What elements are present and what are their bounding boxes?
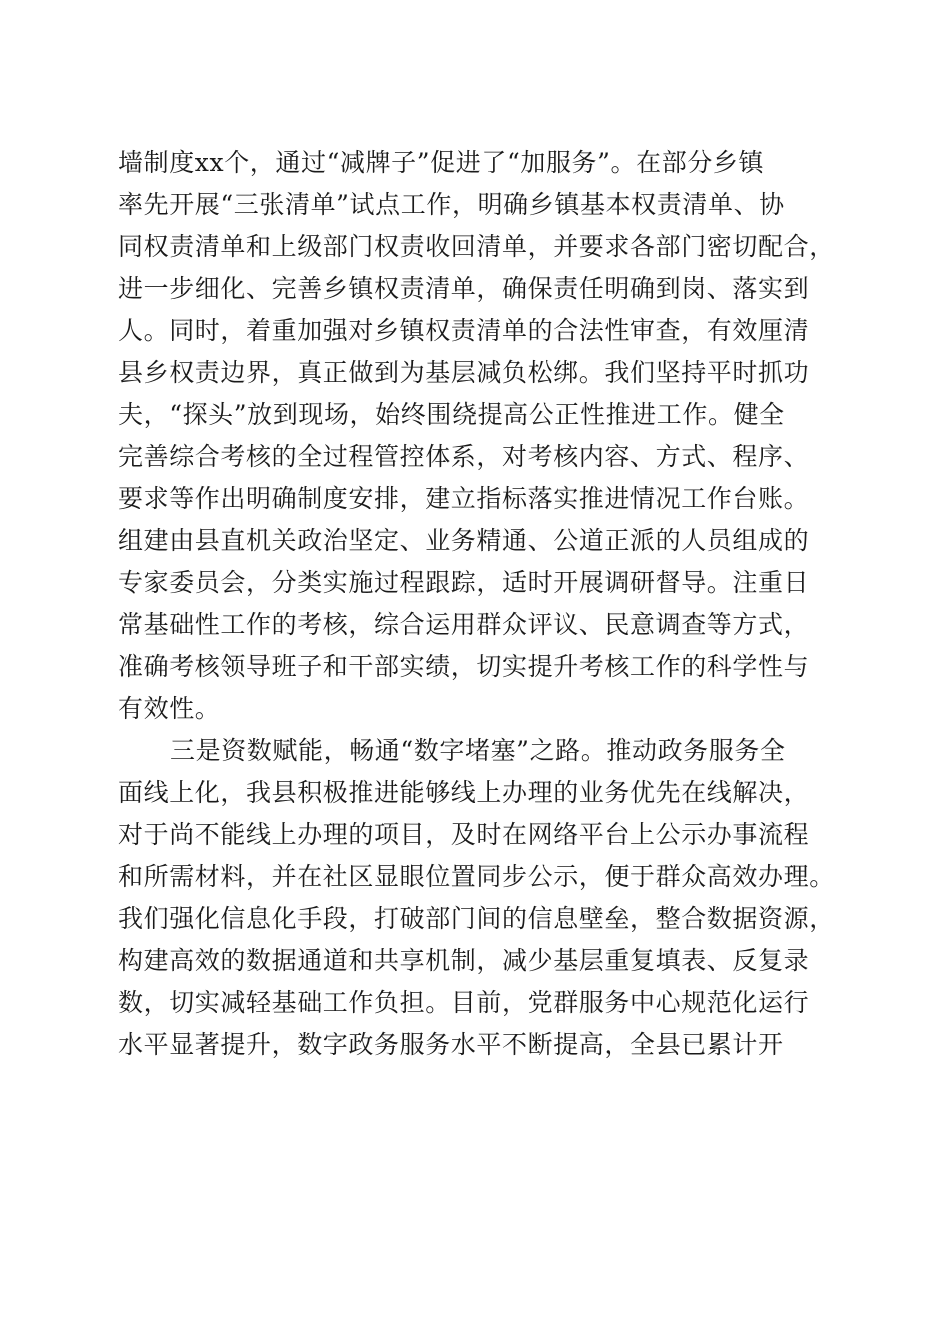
text-line: 夫，“探头”放到现场，始终围绕提高公正性推进工作。健全 <box>118 400 785 429</box>
text-line: 对于尚不能线上办理的项目，及时在网络平台上公示办事流程 <box>118 820 810 849</box>
text-line: 进一步细化、完善乡镇权责清单，确保责任明确到岗、落实到 <box>118 274 810 303</box>
text-line: 有效性。 <box>118 694 221 723</box>
text-line: 准确考核领导班子和干部实绩，切实提升考核工作的科学性与 <box>118 652 810 681</box>
text-line: 和所需材料，并在社区显眼位置同步公示，便于群众高效办理。 <box>118 862 835 891</box>
text-line: 水平显著提升，数字政务服务水平不断提高，全县已累计开 <box>118 1030 784 1059</box>
text-line: 数，切实减轻基础工作负担。目前，党群服务中心规范化运行 <box>118 988 810 1017</box>
text-line: 构建高效的数据通道和共享机制，减少基层重复填表、反复录 <box>118 946 810 975</box>
text-line: 组建由县直机关政治坚定、业务精通、公道正派的人员组成的 <box>118 526 810 555</box>
text-line: 面线上化，我县积极推进能够线上办理的业务优先在线解决， <box>118 778 810 807</box>
document-body <box>118 142 838 1066</box>
text-line: 完善综合考核的全过程管控体系，对考核内容、方式、程序、 <box>118 442 810 471</box>
text-line: 县乡权责边界，真正做到为基层减负松绑。我们坚持平时抓功 <box>118 358 810 387</box>
text-line: 我们强化信息化手段，打破部门间的信息壁垒，整合数据资源， <box>118 904 835 933</box>
text-line: 人。同时，着重加强对乡镇权责清单的合法性审查，有效厘清 <box>118 316 810 345</box>
text-line: 常基础性工作的考核，综合运用群众评议、民意调查等方式， <box>118 610 810 639</box>
text-line: 同权责清单和上级部门权责收回清单，并要求各部门密切配合， <box>118 232 835 261</box>
text-line: 率先开展“三张清单”试点工作，明确乡镇基本权责清单、协 <box>118 190 785 219</box>
paragraph-first-line: 三是资数赋能，畅通“数字堵塞”之路。推动政务服务全 <box>170 736 786 765</box>
text-line: 要求等作出明确制度安排，建立指标落实推进情况工作台账。 <box>118 484 810 513</box>
text-line: 墙制度xx个，通过“减牌子”促进了“加服务”。在部分乡镇 <box>118 148 765 177</box>
text-line: 专家委员会，分类实施过程跟踪，适时开展调研督导。注重日 <box>118 568 810 597</box>
